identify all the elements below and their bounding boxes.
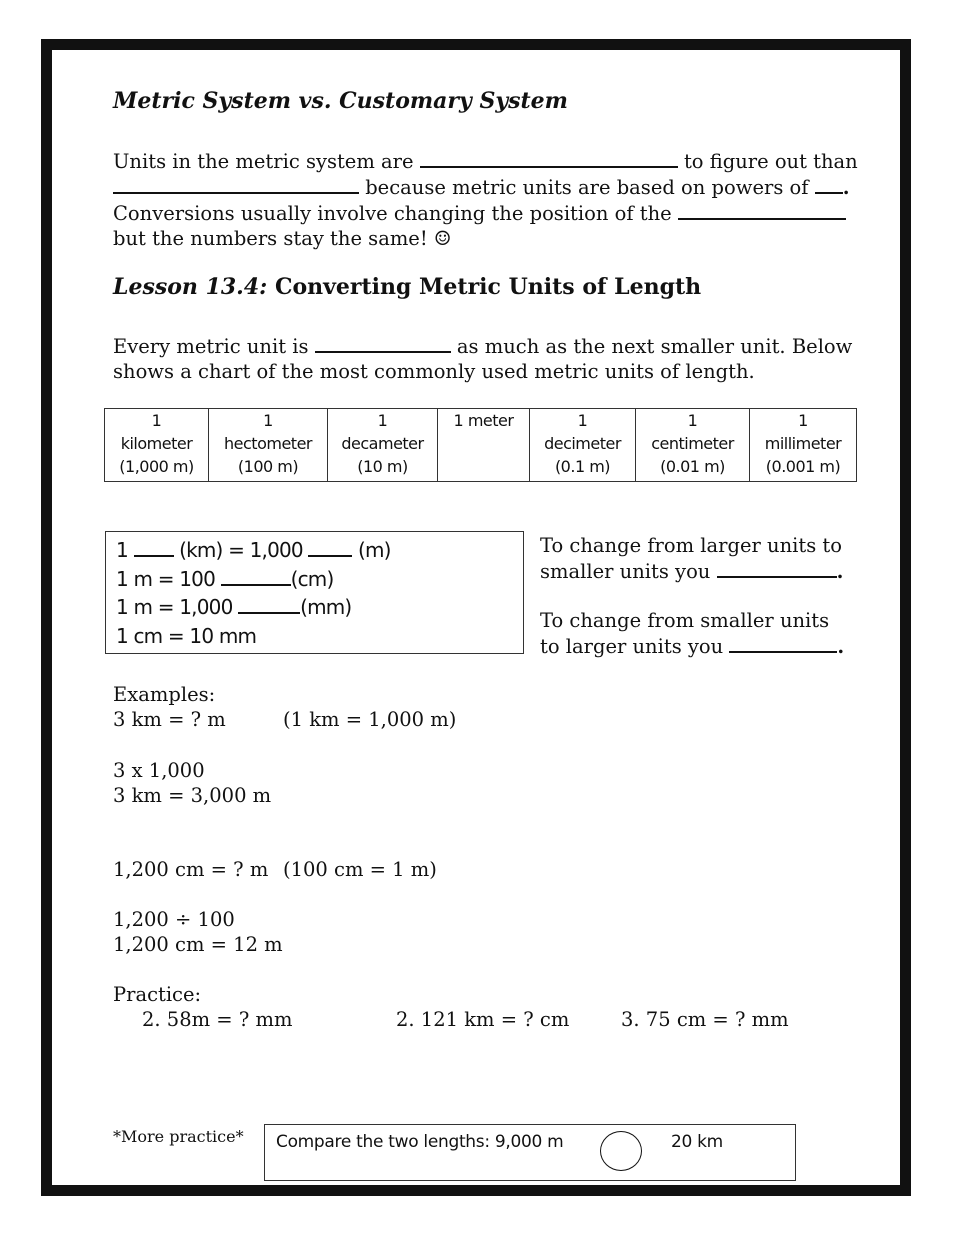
unit-cell-kilometer: 1 kilometer (1,000 m) xyxy=(105,409,209,482)
change-smaller-text: To change from smaller units to larger units you . xyxy=(540,609,845,658)
conversion-box xyxy=(105,531,524,654)
change-larger-text: To change from larger units to smaller units you . xyxy=(540,534,844,583)
unit-cell-decimeter: 1 decimeter (0.1 m) xyxy=(530,409,636,482)
practice-item-1: 2. 58m = ? mm xyxy=(142,1008,293,1031)
practice-label: Practice: xyxy=(113,983,202,1006)
every-paragraph: Every metric unit is as much as the next smaller unit. Below shows a chart of the most commonly used metric units of length. xyxy=(113,335,853,383)
example-2-hint: (100 cm = 1 m) xyxy=(283,858,437,881)
blank-cm[interactable] xyxy=(221,570,291,586)
intro-line-1: Units in the metric system are to figure out than xyxy=(113,150,858,173)
more-practice-label: *More practice* xyxy=(113,1127,244,1146)
intro-line-3: Conversions usually involve changing the position of the xyxy=(113,200,858,226)
compare-circle[interactable] xyxy=(600,1131,642,1171)
blank-1[interactable] xyxy=(420,148,678,168)
blank-m[interactable] xyxy=(308,541,352,557)
blank-3[interactable] xyxy=(815,174,843,194)
lesson-heading: Lesson 13.4: Converting Metric Units of Length xyxy=(113,274,702,300)
example-2-question: 1,200 cm = ? m xyxy=(113,858,269,881)
unit-cell-hectometer: 1 hectometer (100 m) xyxy=(209,409,328,482)
example-1-answer: 3 km = 3,000 m xyxy=(113,784,272,807)
example-1-work: 3 x 1,000 xyxy=(113,759,205,782)
unit-cell-centimeter: 1 centimeter (0.01 m) xyxy=(636,409,750,482)
example-2-work: 1,200 ÷ 100 xyxy=(113,908,235,931)
metric-units-table xyxy=(104,408,857,482)
example-2-answer: 1,200 cm = 12 m xyxy=(113,933,283,956)
practice-item-2: 2. 121 km = ? cm xyxy=(396,1008,570,1031)
conversion-line-4: 1 cm = 10 mm xyxy=(116,623,257,648)
example-1-hint: (1 km = 1,000 m) xyxy=(283,708,457,731)
intro-line-4: but the numbers stay the same! ☺ xyxy=(113,227,452,250)
blank-4[interactable] xyxy=(678,200,846,220)
intro-paragraph xyxy=(113,148,858,251)
examples-label: Examples: xyxy=(113,683,216,706)
page-title: Metric System vs. Customary System xyxy=(113,88,568,114)
conversion-line-2: 1 m = 100 (cm) xyxy=(116,566,334,591)
blank-7[interactable] xyxy=(729,633,837,653)
unit-cell-decameter: 1 decameter (10 m) xyxy=(328,409,438,482)
compare-box xyxy=(264,1124,796,1181)
conversion-line-3: 1 m = 1,000 (mm) xyxy=(116,595,352,619)
example-1-question: 3 km = ? m xyxy=(113,708,226,731)
unit-cell-meter: 1 meter xyxy=(438,409,530,482)
unit-cell-millimeter: 1 millimeter (0.001 m) xyxy=(750,409,857,482)
intro-line-2: because metric units are based on powers of . xyxy=(113,174,858,200)
blank-2[interactable] xyxy=(113,174,359,194)
blank-6[interactable] xyxy=(717,558,837,578)
blank-km[interactable] xyxy=(134,541,174,557)
blank-mm[interactable] xyxy=(238,598,300,614)
compare-value-b: 20 km xyxy=(671,1132,723,1152)
compare-text: Compare the two lengths: 9,000 m xyxy=(276,1132,564,1152)
blank-5[interactable] xyxy=(315,333,451,353)
table-row xyxy=(105,409,857,482)
practice-item-3: 3. 75 cm = ? mm xyxy=(621,1008,789,1031)
conversion-line-1: 1 (km) = 1,000 (m) xyxy=(116,538,391,562)
